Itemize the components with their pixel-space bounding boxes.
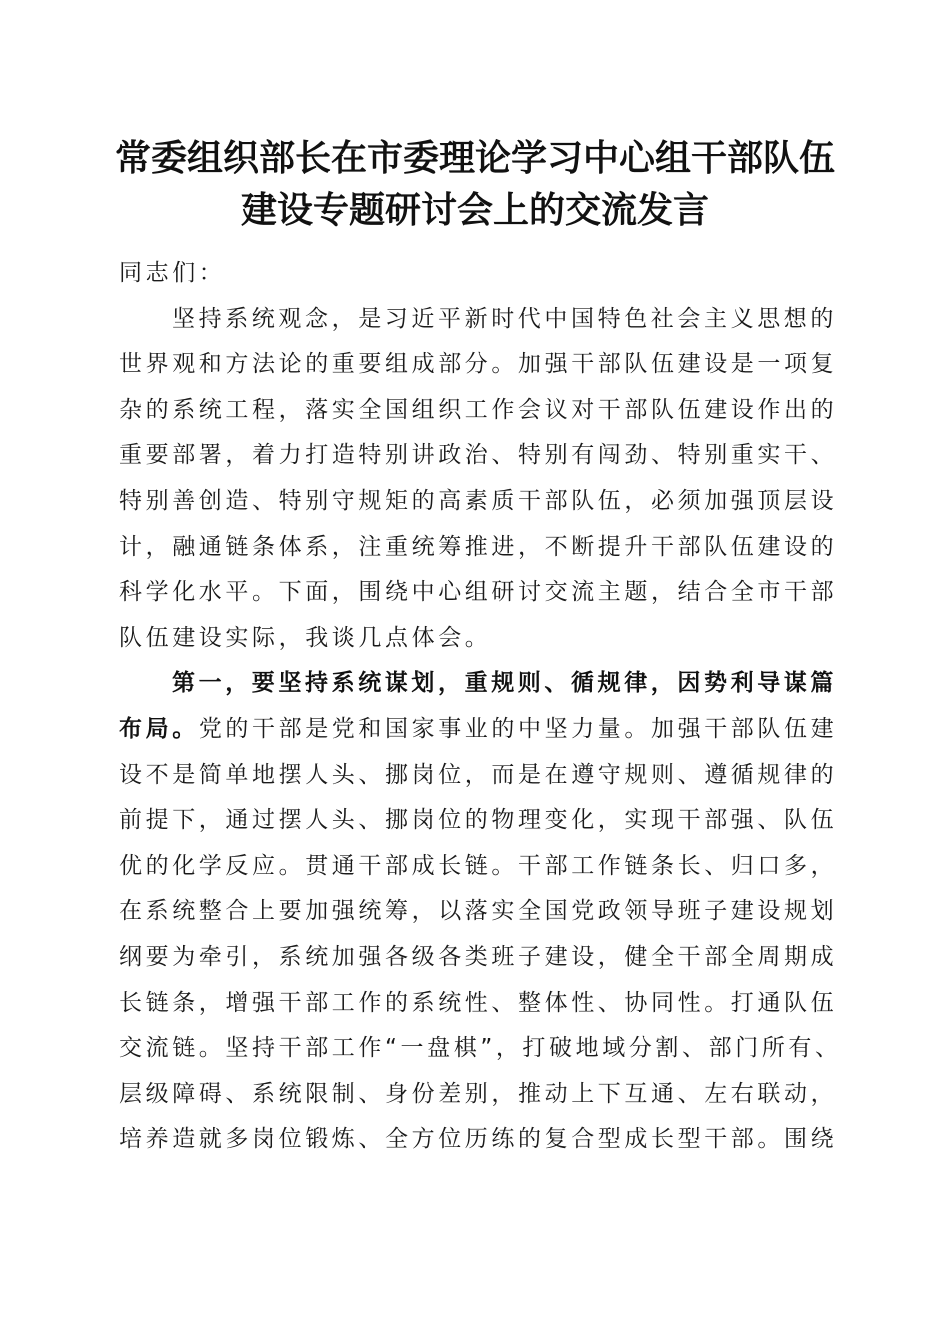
paragraph-2-line: 前提下，通过摆人头、挪岗位的物理变化，实现干部强、队伍 [119, 807, 838, 834]
paragraph-1-line: 世界观和方法论的重要组成部分。加强干部队伍建设是一项复 [119, 351, 838, 378]
title-line-1: 常委组织部长在市委理论学习中心组干部队伍 [114, 137, 835, 179]
paragraph-2-line: 设不是简单地摆人头、挪岗位，而是在遵守规则、遵循规律的 [119, 761, 838, 788]
paragraph-2-line [119, 707, 838, 753]
paragraph-1-line: 科学化水平。下面，围绕中心组研讨交流主题，结合全市干部 [119, 579, 838, 606]
document-body [119, 251, 842, 1163]
section-heading-end: 布局。 [119, 715, 199, 742]
paragraph-1-line: 重要部署，着力打造特别讲政治、特别有闯劲、特别重实干、 [119, 442, 838, 469]
paragraph-1-line: 杂的系统工程，落实全国组织工作会议对干部队伍建设作出的 [119, 396, 838, 423]
paragraph-2-line: 纲要为牵引，系统加强各级各类班子建设，健全干部全周期成 [119, 943, 838, 970]
document-title [100, 132, 850, 236]
paragraph-2-line: 培养造就多岗位锻炼、全方位历练的复合型成长型干部。围绕 [119, 1126, 838, 1153]
salutation: 同志们： [119, 260, 226, 286]
paragraph-1-line: 计，融通链条体系，注重统筹推进，不断提升干部队伍建设的 [119, 533, 838, 560]
paragraph-2-text: 党的干部是党和国家事业的中坚力量。加强干部队伍建 [198, 715, 838, 742]
paragraph-2-line: 层级障碍、系统限制、身份差别，推动上下互通、左右联动， [119, 1080, 838, 1107]
paragraph-2-line: 在系统整合上要加强统筹，以落实全国党政领导班子建设规划 [119, 898, 838, 925]
paragraph-2-line: 优的化学反应。贯通干部成长链。干部工作链条长、归口多， [119, 852, 838, 879]
paragraph-2-line: 长链条，增强干部工作的系统性、整体性、协同性。打通队伍 [119, 989, 838, 1016]
title-line-2: 建设专题研讨会上的交流发言 [240, 189, 709, 231]
section-heading: 第一，要坚持系统谋划，重规则、循规律，因势利导谋篇 [172, 670, 837, 697]
paragraph-1-line: 队伍建设实际，我谈几点体会。 [119, 624, 492, 651]
paragraph-1-line: 特别善创造、特别守规矩的高素质干部队伍，必须加强顶层设 [119, 487, 838, 514]
paragraph-2-line: 交流链。坚持干部工作“一盘棋”，打破地域分割、部门所有、 [119, 1035, 842, 1062]
paragraph-1-line: 坚持系统观念，是习近平新时代中国特色社会主义思想的 [172, 305, 837, 332]
